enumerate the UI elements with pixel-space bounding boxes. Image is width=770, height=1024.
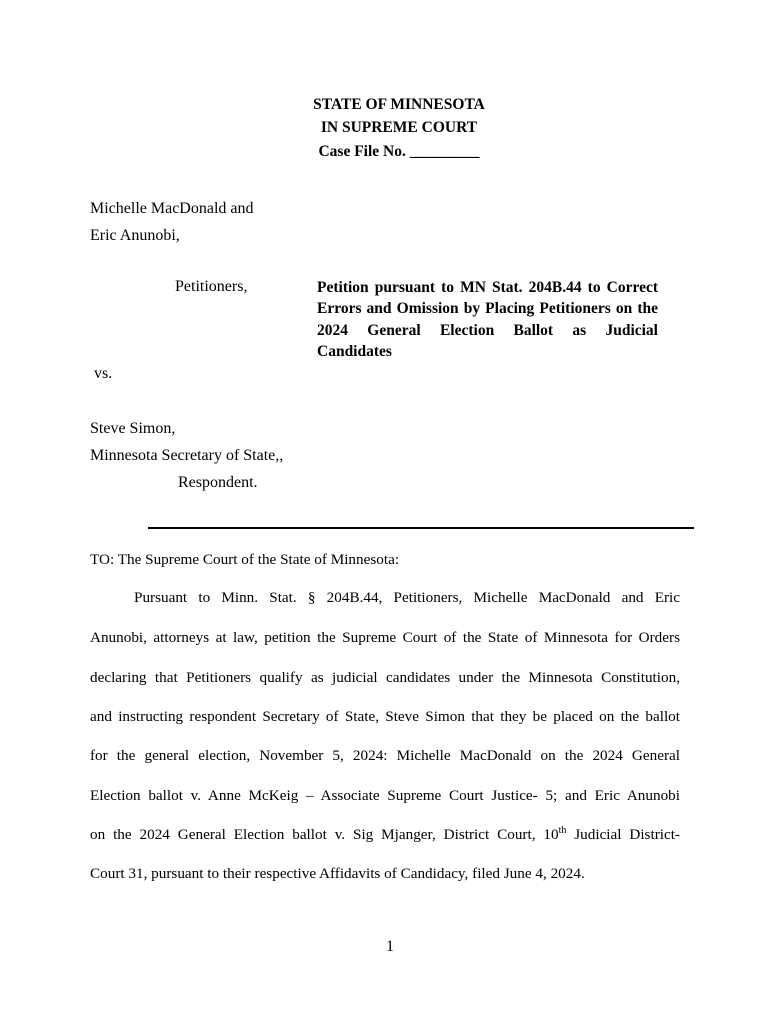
body-line-1: Pursuant to Minn. Stat. § 204B.44, Petitioners, Michelle MacDonald and Eric bbox=[134, 589, 680, 606]
body-line-5: for the general election, November 5, 2024: Michelle MacDonald on the 2024 General bbox=[90, 747, 680, 764]
body-line-6: Election ballot v. Anne McKeig – Associate Supreme Court Justice- 5; and Eric Anunobi bbox=[90, 787, 680, 804]
state-heading: STATE OF MINNESOTA bbox=[313, 96, 485, 113]
body-line-7-start: on the 2024 General Election ballot v. Sig Mjanger, District Court, 10 bbox=[90, 826, 559, 843]
body-line-8: Court 31, pursuant to their respective Affidavits of Candidacy, filed June 4, 2024. bbox=[90, 865, 585, 882]
court-heading: IN SUPREME COURT bbox=[320, 119, 478, 136]
respondent-name: Steve Simon, bbox=[90, 420, 176, 437]
petition-title: Petition pursuant to MN Stat. 204B.44 to Correct Errors and Omission by Placing Petitioners on the 2024 General Election Ballot as Judicial Candidates bbox=[317, 279, 658, 360]
case-file-heading: Case File No. _________ bbox=[318, 143, 480, 160]
body-line-7 bbox=[90, 825, 680, 845]
petitioner-name-2: Eric Anunobi, bbox=[90, 227, 180, 244]
page-number: 1 bbox=[386, 938, 394, 955]
ordinal-suffix: th bbox=[558, 824, 567, 836]
body-line-3: declaring that Petitioners qualify as judicial candidates under the Minnesota Constitution, bbox=[90, 669, 680, 686]
body-line-2: Anunobi, attorneys at law, petition the Supreme Court of the State of Minnesota for Orders bbox=[90, 629, 680, 646]
body-line-4: and instructing respondent Secretary of State, Steve Simon that they be placed on the ballot bbox=[90, 708, 680, 725]
body-line-7-end: Judicial District- bbox=[566, 826, 680, 843]
petitioner-name-1: Michelle MacDonald and bbox=[90, 200, 254, 217]
versus-label: vs. bbox=[94, 365, 113, 382]
addressee-line: TO: The Supreme Court of the State of Minnesota: bbox=[90, 551, 400, 568]
respondent-title: Minnesota Secretary of State,, bbox=[90, 447, 284, 464]
petitioners-role: Petitioners, bbox=[175, 278, 248, 295]
respondent-role: Respondent. bbox=[178, 474, 258, 491]
caption-divider bbox=[148, 527, 694, 529]
